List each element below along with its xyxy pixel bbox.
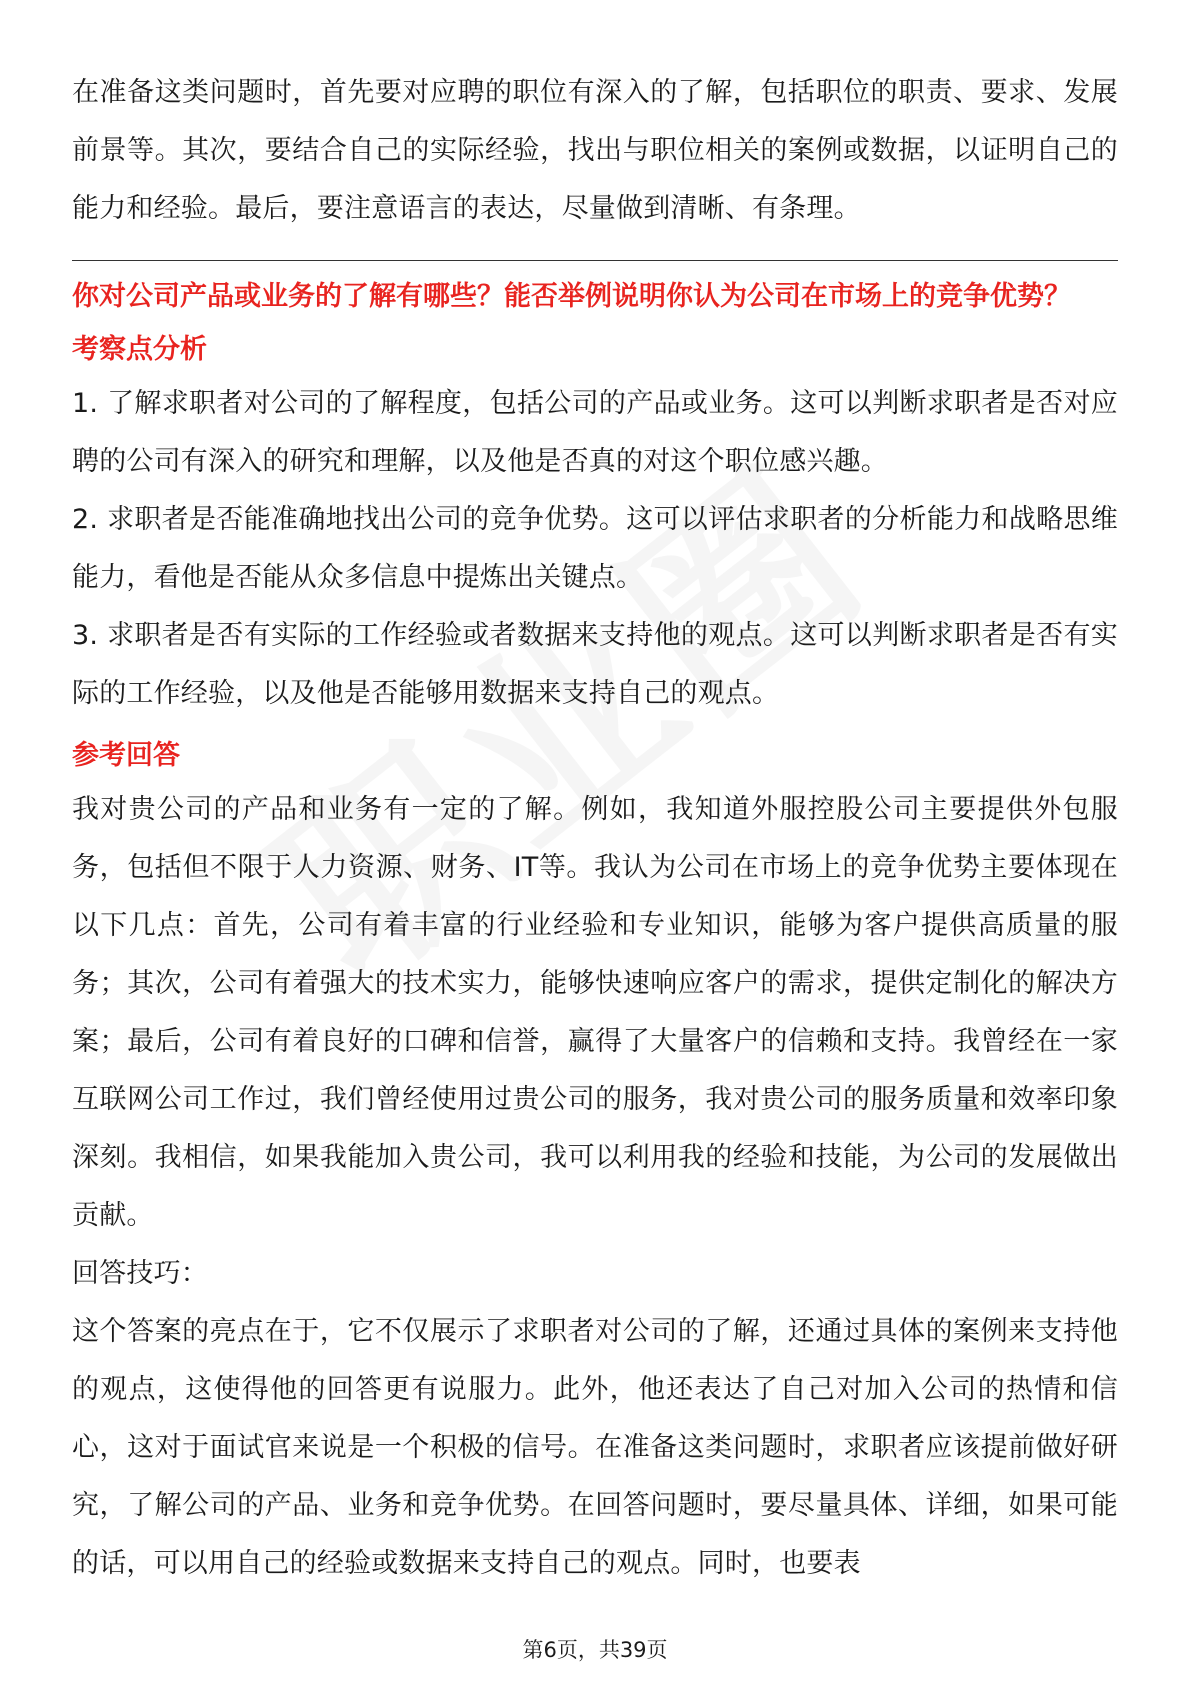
analysis-point-1: 1. 了解求职者对公司的了解程度，包括公司的产品或业务。这可以判断求职者是否对应聘的公司有深入的研究和理解，以及他是否真的对这个职位感兴趣。 — [72, 388, 1118, 477]
tips-paragraph: 这个答案的亮点在于，它不仅展示了求职者对公司的了解，还通过具体的案例来支持他的观点，这使得他的回答更有说服力。此外，他还表达了自己对加入公司的热情和信心，这对于面试官来说是一个积极的信号。在准备这类问题时，求职者应该提前做好研究，了解公司的产品、业务和竞争优势。在回答问题时，要尽量具体、详细，如果可能的话，可以用自己的经验或数据来支持自己的观点。同时，也要表 — [72, 1316, 1118, 1579]
section-divider — [72, 260, 1118, 261]
analysis-point-2: 2. 求职者是否能准确地找出公司的竞争优势。这可以评估求职者的分析能力和战略思维能力，看他是否能从众多信息中提炼出关键点。 — [72, 504, 1118, 593]
reference-answer: 我对贵公司的产品和业务有一定的了解。例如，我知道外服控股公司主要提供外包服务，包括但不限于人力资源、财务、IT等。我认为公司在市场上的竞争优势主要体现在以下几点：首先，公司有着丰富的行业经验和专业知识，能够为客户提供高质量的服务；其次，公司有着强大的技术实力，能够快速响应客户的需求，提供定制化的解决方案；最后，公司有着良好的口碑和信誉，赢得了大量客户的信赖和支持。我曾经在一家互联网公司工作过，我们曾经使用过贵公司的服务，我对贵公司的服务质量和效率印象深刻。我相信，如果我能加入贵公司，我可以利用我的经验和技能，为公司的发展做出贡献。 — [72, 794, 1118, 1231]
analysis-point-3: 3. 求职者是否有实际的工作经验或者数据来支持他的观点。这可以判断求职者是否有实际的工作经验，以及他是否能够用数据来支持自己的观点。 — [72, 620, 1118, 709]
intro-paragraph: 在准备这类问题时，首先要对应聘的职位有深入的了解，包括职位的职责、要求、发展前景等。其次，要结合自己的实际经验，找出与职位相关的案例或数据，以证明自己的能力和经验。最后，要注意语言的表达，尽量做到清晰、有条理。 — [72, 77, 1118, 224]
analysis-title: 考察点分析 — [72, 334, 207, 365]
page-footer: 第6页，共39页 — [522, 1638, 668, 1662]
tips-label: 回答技巧： — [72, 1258, 208, 1289]
question-heading: 你对公司产品或业务的了解有哪些？能否举例说明你认为公司在市场上的竞争优势？ — [72, 281, 1071, 312]
reference-title: 参考回答 — [72, 740, 180, 771]
page-content — [72, 64, 1118, 1593]
